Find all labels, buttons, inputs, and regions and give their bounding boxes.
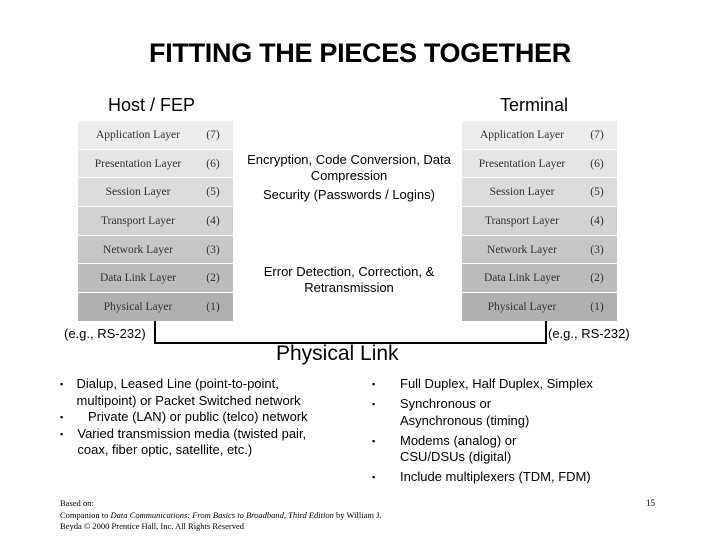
layer-name: Application Layer — [480, 128, 564, 141]
bullet-text: Synchronous or Asynchronous (timing) — [400, 396, 530, 428]
list-item — [372, 396, 642, 429]
bullet-marker: ▪ — [372, 399, 376, 409]
source-citation — [60, 498, 480, 533]
list-item — [372, 376, 642, 393]
terminal-label: Terminal — [500, 95, 569, 115]
layer-number: (6) — [206, 157, 220, 170]
layer-number: (4) — [590, 214, 604, 227]
layer-name: Session Layer — [489, 186, 555, 199]
layer-name: Physical Layer — [487, 300, 557, 313]
upper-layer-description: Encryption, Code Conversion, Data Compression — [247, 152, 451, 183]
layer-name: Application Layer — [96, 128, 180, 141]
layer-number: (1) — [590, 300, 604, 313]
page-number: 15 — [646, 498, 655, 508]
list-item — [372, 433, 642, 466]
layer-number: (3) — [206, 243, 220, 256]
layer-number: (2) — [206, 272, 220, 285]
left-bullet-list — [60, 376, 330, 459]
layer-name: Presentation Layer — [94, 157, 182, 170]
security-description: Security (Passwords / Logins) — [263, 187, 435, 202]
layer-name: Transport Layer — [485, 214, 559, 227]
layer-number: (7) — [590, 128, 604, 141]
list-item — [60, 376, 330, 409]
citation-line: Beyda © 2000 Prentice Hall, Inc. All Rights Reserved — [60, 521, 244, 531]
host-example: (e.g., RS-232) — [64, 326, 146, 341]
bullet-marker: ▪ — [372, 472, 376, 482]
bullet-marker: ▪ — [60, 412, 64, 422]
layer-number: (7) — [206, 128, 220, 141]
bullet-text: Include multiplexers (TDM, FDM) — [400, 469, 591, 484]
host-label: Host / FEP — [108, 95, 196, 115]
right-bullet-list — [372, 376, 642, 486]
layer-name: Network Layer — [487, 243, 557, 256]
bullet-marker: ▪ — [60, 379, 64, 389]
bullet-text: Varied transmission media (twisted pair, coax, fiber optic, satellite, etc.) — [77, 425, 307, 457]
bullet-text: Full Duplex, Half Duplex, Simplex — [400, 376, 593, 391]
list-item — [60, 426, 330, 459]
terminal-example: (e.g., RS-232) — [548, 326, 630, 341]
citation-text: by William J. — [333, 509, 382, 520]
physical-link-label: Physical Link — [276, 342, 399, 365]
layer-name: Network Layer — [103, 243, 173, 256]
bullet-marker: ▪ — [60, 428, 64, 439]
layer-number: (3) — [590, 243, 604, 256]
layer-name: Data Link Layer — [484, 272, 560, 285]
bullet-text: Private (LAN) or public (telco) network — [88, 409, 308, 424]
layer-number: (6) — [590, 157, 604, 170]
layer-number: (5) — [590, 186, 604, 199]
layer-name: Physical Layer — [103, 300, 173, 313]
layer-number: (1) — [206, 300, 220, 313]
layer-name: Transport Layer — [101, 214, 175, 227]
citation-text: Companion to — [60, 509, 111, 520]
slide-title: FITTING THE PIECES TOGETHER — [149, 38, 571, 68]
layer-number: (5) — [206, 186, 220, 199]
list-item — [372, 469, 642, 486]
bullet-text: Modems (analog) or CSU/DSUs (digital) — [400, 432, 517, 464]
bullet-marker: ▪ — [372, 379, 376, 389]
citation-line — [60, 510, 480, 522]
list-item — [60, 409, 330, 426]
book-title: Data Communications: From Basics to Broadband, Third Edition — [110, 509, 334, 520]
bullet-text: Dialup, Leased Line (point-to-point, multipoint) or Packet Switched network — [76, 376, 301, 408]
layer-name: Session Layer — [105, 186, 171, 199]
layer-number: (2) — [590, 272, 604, 285]
layer-number: (4) — [206, 214, 220, 227]
layer-name: Presentation Layer — [478, 157, 566, 170]
bullet-marker: ▪ — [372, 435, 376, 446]
layer-name: Data Link Layer — [100, 272, 176, 285]
error-description: Error Detection, Correction, & Retransmission — [263, 264, 435, 295]
citation-line: Based on: — [60, 498, 94, 508]
